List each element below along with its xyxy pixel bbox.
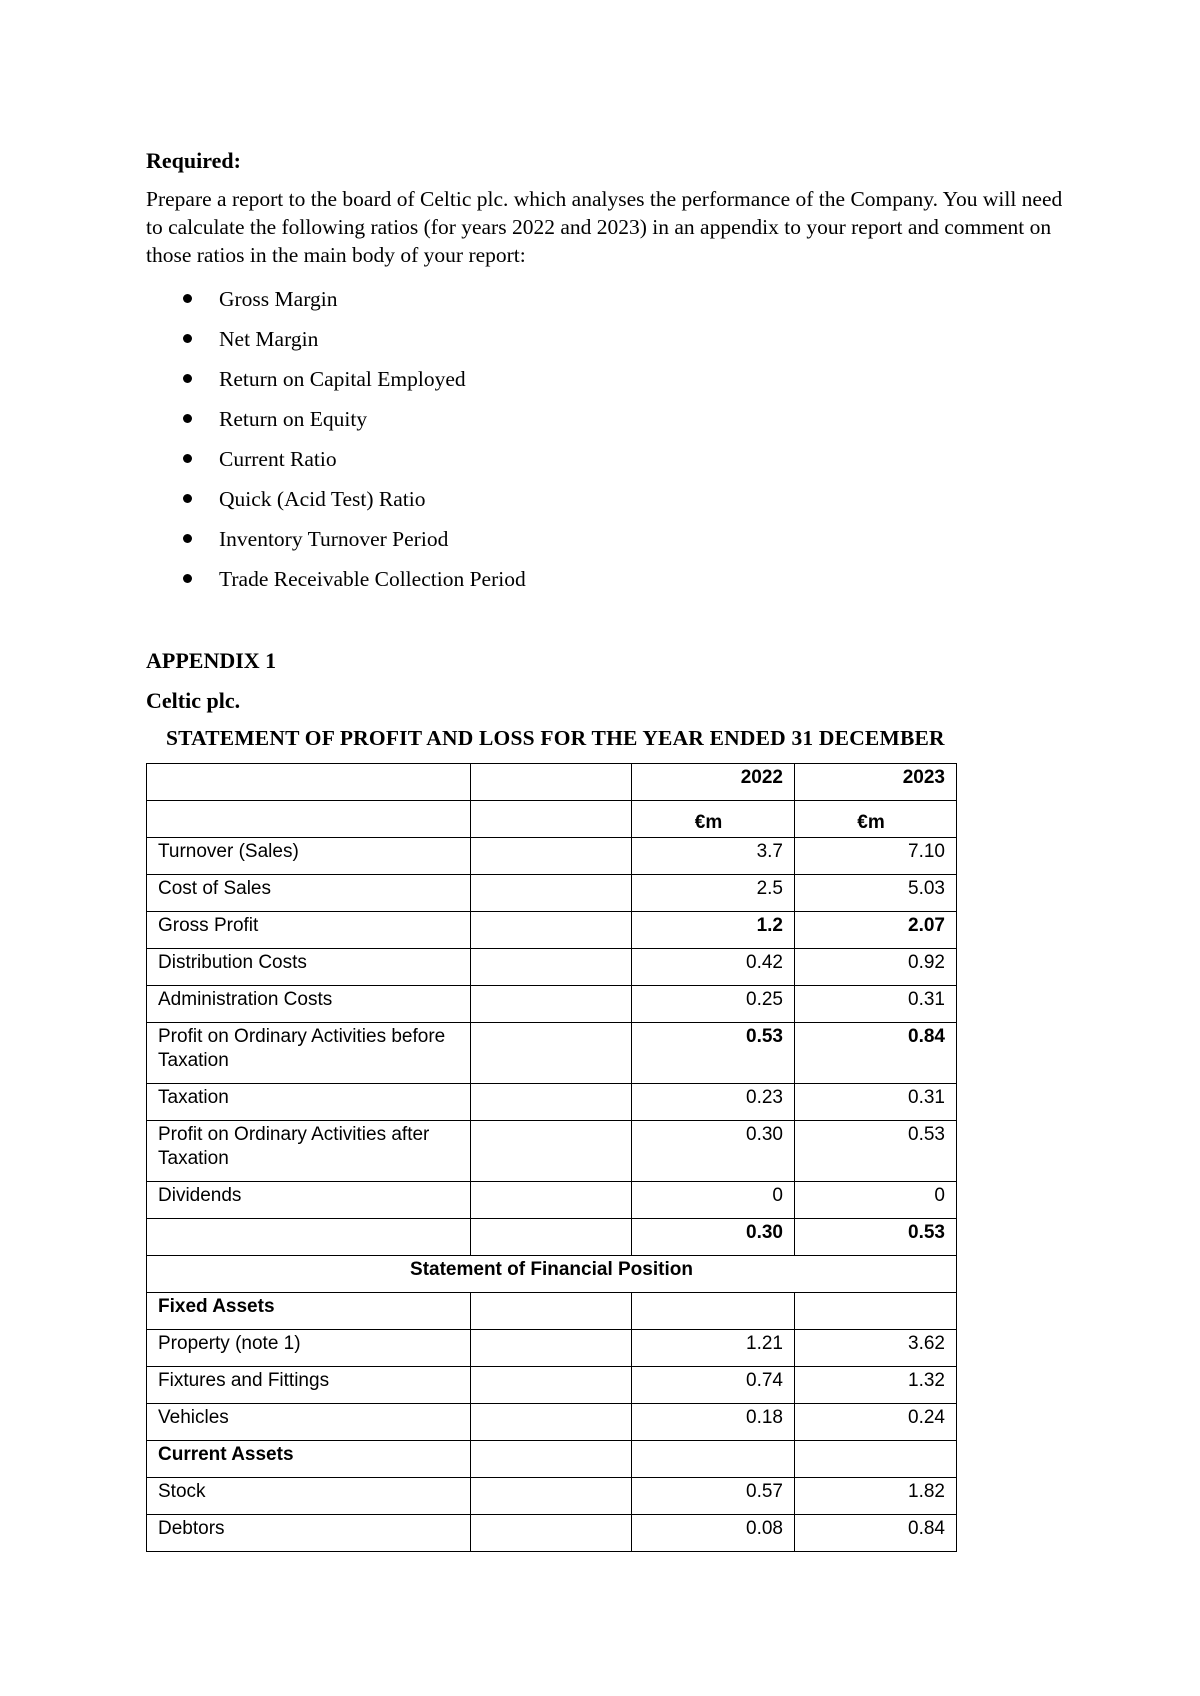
value-2022: 0.23 [632,1084,795,1121]
bullet-icon [183,494,192,503]
table-cell [471,1084,632,1121]
value-2023: 1.32 [795,1367,957,1404]
table-row [147,949,957,986]
ratio-list-item [146,439,526,479]
table-cell [471,1023,632,1084]
value-2022: 1.2 [632,912,795,949]
bullet-icon [183,534,192,543]
table-cell [471,838,632,875]
ratio-list-item [146,319,526,359]
required-heading: Required: [146,148,241,173]
table-cell [471,1330,632,1367]
value-2023: 3.62 [795,1330,957,1367]
ratio-list-item [146,279,526,319]
table-row [147,1182,957,1219]
bullet-icon [183,294,192,303]
value-2022: 0.08 [632,1515,795,1552]
ratio-list-item [146,519,526,559]
table-row [147,838,957,875]
table-row [147,912,957,949]
value-2022: 0.74 [632,1367,795,1404]
ratio-list-item [146,399,526,439]
value-2022: 0.30 [632,1121,795,1182]
row-label: Distribution Costs [147,949,471,986]
ratio-list-item [146,359,526,399]
row-label: Dividends [147,1182,471,1219]
table-cell [471,1182,632,1219]
profit-loss-rows [147,838,957,1256]
table-row [147,986,957,1023]
value-2022: 0.25 [632,986,795,1023]
table-cell [471,1478,632,1515]
table-cell [795,1441,957,1478]
table-cell [471,986,632,1023]
table-cell [471,875,632,912]
value-2023: 0.53 [795,1121,957,1182]
bullet-icon [183,414,192,423]
ratio-label: Gross Margin [219,287,338,311]
table-cell [471,1515,632,1552]
value-2023: 0.24 [795,1404,957,1441]
unit-header-row [147,801,957,838]
ratio-label: Inventory Turnover Period [219,527,449,551]
table-cell [471,949,632,986]
row-label: Property (note 1) [147,1330,471,1367]
sofp-title: Statement of Financial Position [147,1256,957,1293]
row-label: Fixtures and Fittings [147,1367,471,1404]
financial-table [146,763,957,1552]
bullet-icon [183,374,192,383]
row-label: Stock [147,1478,471,1515]
table-cell [795,1293,957,1330]
table-cell [471,1293,632,1330]
table-cell [471,1121,632,1182]
section-heading-row [147,1441,957,1478]
table-row [147,875,957,912]
row-label: Turnover (Sales) [147,838,471,875]
bullet-icon [183,334,192,343]
value-2023: 7.10 [795,838,957,875]
unit-header-2022: €m [632,801,795,838]
bullet-icon [183,574,192,583]
row-label: Gross Profit [147,912,471,949]
year-header-2023: 2023 [795,764,957,801]
table-cell [471,801,632,838]
row-label: Debtors [147,1515,471,1552]
unit-header-2023: €m [795,801,957,838]
ratio-list-item [146,479,526,519]
row-label: Cost of Sales [147,875,471,912]
ratio-list [146,279,526,599]
table-row [147,1515,957,1552]
table-row [147,1367,957,1404]
section-heading-row [147,1293,957,1330]
intro-paragraph: Prepare a report to the board of Celtic plc. which analyses the performance of the Company. You will need to calculate the following ratios (for years 2022 and 2023) in an appendix to your report and comment on those ratios in the main body of your report: [146,187,1063,267]
value-2022: 0 [632,1182,795,1219]
fixed-assets-rows [147,1330,957,1441]
value-2023: 0.84 [795,1515,957,1552]
ratio-label: Net Margin [219,327,319,351]
ratio-label: Return on Equity [219,407,368,431]
sofp-title-row [147,1256,957,1293]
row-label [147,1219,471,1256]
table-row [147,1219,957,1256]
value-2023: 0.31 [795,1084,957,1121]
bullet-icon [183,454,192,463]
value-2023: 0.53 [795,1219,957,1256]
value-2022: 0.42 [632,949,795,986]
table-cell [632,1293,795,1330]
table-row [147,1084,957,1121]
table-cell [471,912,632,949]
value-2023: 1.82 [795,1478,957,1515]
ratio-label: Trade Receivable Collection Period [219,567,526,591]
ratio-label: Return on Capital Employed [219,367,466,391]
table-cell [147,764,471,801]
table-cell [471,1367,632,1404]
value-2023: 0.84 [795,1023,957,1084]
value-2023: 0.92 [795,949,957,986]
value-2022: 3.7 [632,838,795,875]
company-name: Celtic plc. [146,688,241,713]
current-assets-rows [147,1478,957,1552]
appendix-heading: APPENDIX 1 [146,648,277,673]
year-header-row [147,764,957,801]
table-cell [471,1219,632,1256]
row-label: Taxation [147,1084,471,1121]
table-row [147,1023,957,1084]
table-cell [471,764,632,801]
row-label: Vehicles [147,1404,471,1441]
value-2023: 0.31 [795,986,957,1023]
table-cell [471,1441,632,1478]
row-label: Profit on Ordinary Activities after Taxation [147,1121,471,1182]
table-row [147,1330,957,1367]
current-assets-heading: Current Assets [147,1441,471,1478]
value-2023: 5.03 [795,875,957,912]
value-2022: 2.5 [632,875,795,912]
fixed-assets-heading: Fixed Assets [147,1293,471,1330]
ratio-label: Quick (Acid Test) Ratio [219,487,426,511]
value-2022: 1.21 [632,1330,795,1367]
row-label: Profit on Ordinary Activities before Taxation [147,1023,471,1084]
value-2022: 0.57 [632,1478,795,1515]
table-row [147,1404,957,1441]
table-cell [471,1404,632,1441]
statement-title: STATEMENT OF PROFIT AND LOSS FOR THE YEAR ENDED 31 DECEMBER [166,726,945,750]
value-2023: 2.07 [795,912,957,949]
table-row [147,1478,957,1515]
ratio-label: Current Ratio [219,447,337,471]
row-label: Administration Costs [147,986,471,1023]
ratio-list-item [146,559,526,599]
table-cell [147,801,471,838]
value-2022: 0.18 [632,1404,795,1441]
table-cell [632,1441,795,1478]
value-2023: 0 [795,1182,957,1219]
value-2022: 0.30 [632,1219,795,1256]
value-2022: 0.53 [632,1023,795,1084]
year-header-2022: 2022 [632,764,795,801]
table-row [147,1121,957,1182]
